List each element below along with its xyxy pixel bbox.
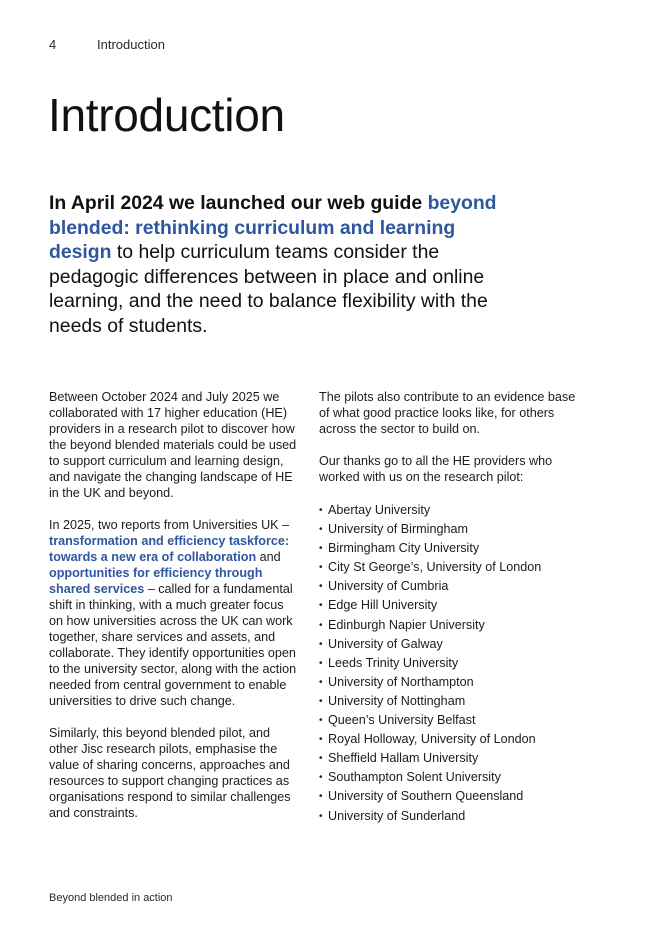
shared-services-link[interactable]: opportunities for efficiency through shared services — [49, 566, 263, 596]
list-item: • Abertay University — [319, 501, 581, 520]
list-item: • University of Birmingham — [319, 520, 581, 539]
lead-intro: In April 2024 we launched our web guide — [49, 192, 428, 214]
reports-intro: In 2025, two reports from Universities UK – — [49, 518, 290, 532]
providers-list — [319, 501, 581, 826]
taskforce-link[interactable]: transformation and efficiency taskforce: towards a new era of collaboration — [49, 534, 290, 564]
page-footer: Beyond blended in action — [49, 892, 173, 904]
list-item: • Birmingham City University — [319, 539, 581, 558]
list-item: • City St George’s, University of London — [319, 558, 581, 577]
lead-paragraph — [49, 191, 499, 338]
list-item: • Sheffield Hallam University — [319, 749, 581, 768]
reports-and: and — [256, 550, 281, 564]
page-header — [49, 37, 165, 52]
list-item: • University of Nottingham — [319, 692, 581, 711]
similarly-paragraph: Similarly, this beyond blended pilot, and other Jisc research pilots, emphasise the value of sharing concerns, approaches and resources to support changing practices as organisations respond to similar challenges and constraints. — [49, 726, 291, 820]
pilot-paragraph: Between October 2024 and July 2025 we collaborated with 17 higher education (HE) providers in a research pilot to discover how the beyond blended materials could be used to support curriculum and learning design, and navigate the changing landscape of HE in the UK and beyond. — [49, 390, 297, 500]
list-item: • Edge Hill University — [319, 596, 581, 615]
list-item: • University of Northampton — [319, 673, 581, 692]
list-item: • University of Sunderland — [319, 807, 581, 826]
list-item: • University of Cumbria — [319, 577, 581, 596]
list-item: • Queen’s University Belfast — [319, 711, 581, 730]
list-item: • University of Southern Queensland — [319, 787, 581, 806]
list-item: • University of Galway — [319, 635, 581, 654]
left-column — [49, 389, 297, 837]
evidence-paragraph: The pilots also contribute to an evidence base of what good practice looks like, for others across the sector to build on. — [319, 390, 576, 436]
reports-paragraph — [49, 517, 297, 709]
list-item: • Edinburgh Napier University — [319, 616, 581, 635]
right-column — [319, 389, 581, 826]
lead-rest: to help curriculum teams consider the pedagogic differences between in place and online learning, and the need to balance flexibility with the needs of students. — [49, 241, 488, 337]
list-item: • Royal Holloway, University of London — [319, 730, 581, 749]
thanks-paragraph: Our thanks go to all the HE providers who worked with us on the research pilot: — [319, 454, 553, 484]
page-number: 4 — [49, 37, 57, 52]
section-name: Introduction — [97, 37, 165, 52]
reports-rest: – called for a fundamental shift in thinking, with a much greater focus on how universities across the UK can work together, share services and assets, and collaborate. They identify opportunities open to the university sector, along with the action needed from central government to enable universities to drive such change. — [49, 582, 297, 708]
list-item: • Southampton Solent University — [319, 768, 581, 787]
list-item: • Leeds Trinity University — [319, 654, 581, 673]
beyond-blended-link[interactable]: beyond blended: rethinking curriculum and learning design — [49, 192, 497, 263]
page-title: Introduction — [48, 89, 285, 141]
